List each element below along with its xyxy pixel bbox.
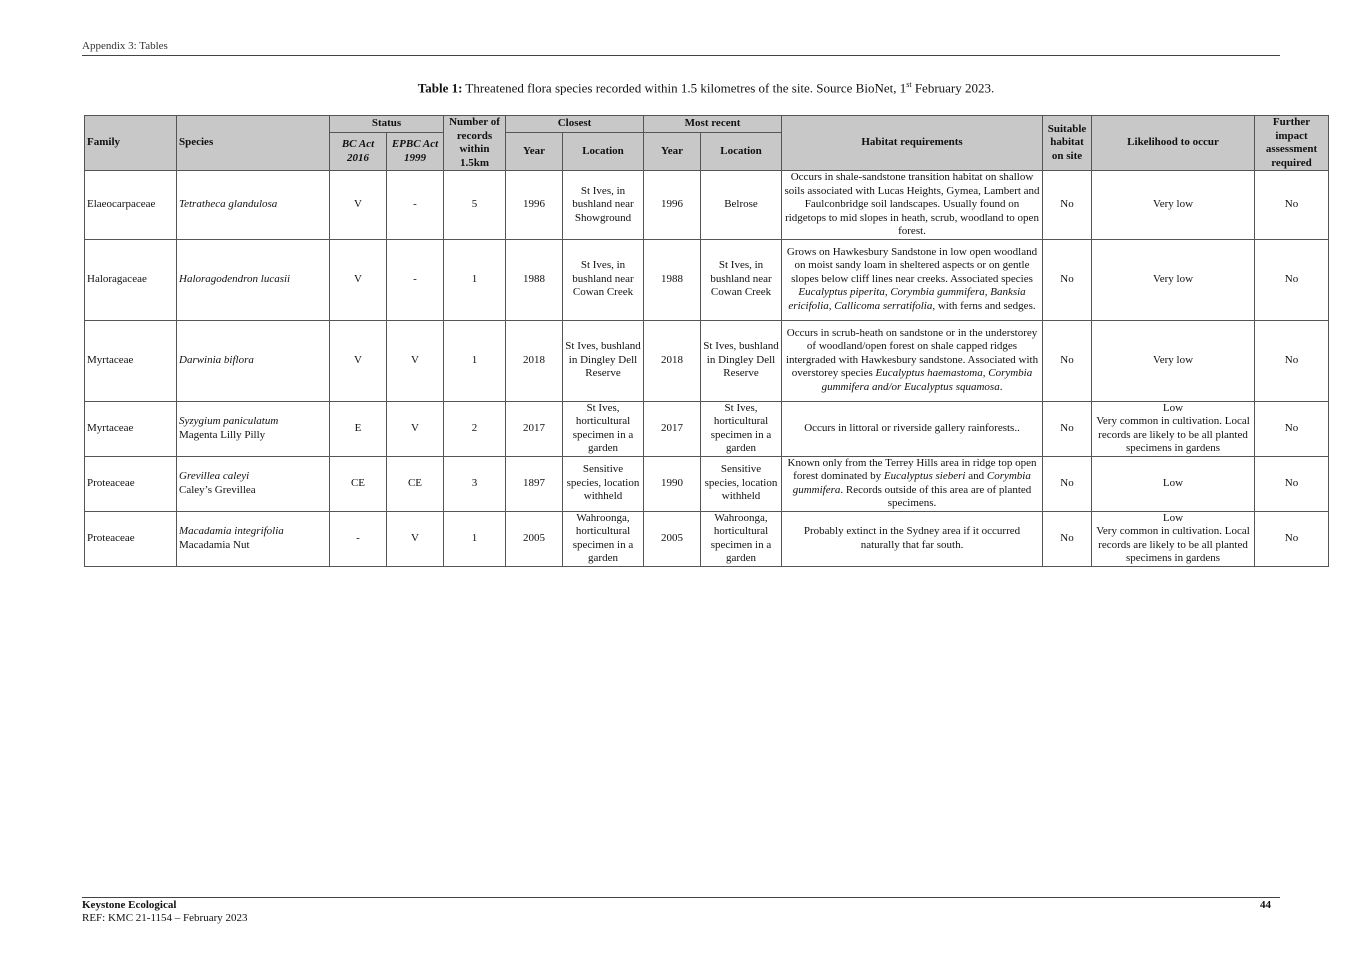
habitat-text-end: . [999,380,1003,393]
cell-habitat [782,320,1043,401]
cell-suitable: No [1043,511,1092,566]
cell-bc-status: V [330,239,387,320]
cell-records: 3 [444,456,506,511]
cell-species: Tetratheca glandulosa [177,171,330,240]
cell-likelihood: Very low [1092,320,1255,401]
table-row [85,401,1329,456]
cell-bc-status: V [330,171,387,240]
cell-records: 2 [444,401,506,456]
header-family: Family [85,116,177,171]
table-row [85,456,1329,511]
cell-species: Haloragodendron lucasii [177,239,330,320]
table-row [85,239,1329,320]
header-species: Species [177,116,330,171]
cell-records: 1 [444,320,506,401]
cell-closest-year: 2017 [506,401,563,456]
habitat-text: Known only from the Terrey Hills area in ridge top open forest dominated by [787,456,1037,482]
cell-family: Myrtaceae [85,401,177,456]
cell-likelihood: Low [1092,456,1255,511]
footer-divider [82,897,1280,898]
cell-recent-year: 1988 [644,239,701,320]
cell-recent-location: St Ives, bushland in Dingley Dell Reserve [701,320,782,401]
cell-closest-year: 1988 [506,239,563,320]
header-most-recent: Most recent [644,116,782,133]
cell-closest-location: St Ives, in bushland near Showground [563,171,644,240]
header-likelihood: Likelihood to occur [1092,116,1255,171]
header-recent-year: Year [644,133,701,171]
cell-recent-year: 1996 [644,171,701,240]
cell-epbc-status: V [387,320,444,401]
cell-suitable: No [1043,320,1092,401]
cell-habitat: Probably extinct in the Sydney area if it occurred naturally that far south. [782,511,1043,566]
cell-bc-status: E [330,401,387,456]
caption-sup: st [906,80,912,89]
caption-text: Threatened flora species recorded within 1.5 kilometres of the site. Source BioNet, 1 [462,80,907,96]
header-recent-location: Location [701,133,782,171]
cell-family: Elaeocarpaceae [85,171,177,240]
cell-family: Proteaceae [85,511,177,566]
page-number: 44 [1260,899,1271,911]
cell-recent-year: 2005 [644,511,701,566]
table-row [85,320,1329,401]
habitat-text-end: , with ferns and sedges. [932,299,1036,312]
cell-habitat [782,239,1043,320]
species-common-name: Caley’s Grevillea [179,483,256,496]
species-scientific-name: Grevillea caleyi [179,470,250,482]
cell-further: No [1255,239,1329,320]
likelihood-note: Very common in cultivation. Local records are likely to be all planted specimens in gardens [1096,415,1250,454]
cell-recent-location: St Ives, horticultural specimen in a garden [701,401,782,456]
header-closest-year: Year [506,133,563,171]
cell-epbc-status: - [387,239,444,320]
table-caption [84,80,1328,96]
cell-habitat [782,456,1043,511]
cell-family: Myrtaceae [85,320,177,401]
header-records: Number of records within 1.5km [444,116,506,171]
cell-epbc-status: V [387,401,444,456]
cell-further: No [1255,320,1329,401]
cell-species [177,401,330,456]
header-bc-act: BC Act 2016 [330,133,387,171]
cell-closest-year: 2018 [506,320,563,401]
header-further: Further impact assessment required [1255,116,1329,171]
cell-recent-location: St Ives, in bushland near Cowan Creek [701,239,782,320]
cell-habitat: Occurs in shale-sandstone transition habitat on shallow soils associated with Lucas Heights, Gymea, Lambert and Faulconbridge soil landscapes. Usually found on ridgetops to mid slopes in heath, scrub, woodland to open forest. [782,171,1043,240]
header-divider [82,55,1280,56]
cell-further: No [1255,511,1329,566]
header-epbc-act: EPBC Act 1999 [387,133,444,171]
footer-reference: REF: KMC 21-1154 – February 2023 [82,912,248,924]
header-status: Status [330,116,444,133]
header-habitat: Habitat requirements [782,116,1043,171]
cell-records: 5 [444,171,506,240]
likelihood-note: Very common in cultivation. Local records are likely to be all planted specimens in gardens [1096,525,1250,564]
cell-bc-status: V [330,320,387,401]
cell-species [177,511,330,566]
cell-recent-year: 1990 [644,456,701,511]
cell-likelihood: Very low [1092,239,1255,320]
cell-family: Haloragaceae [85,239,177,320]
cell-records: 1 [444,511,506,566]
cell-closest-location: St Ives, in bushland near Cowan Creek [563,239,644,320]
cell-recent-year: 2018 [644,320,701,401]
species-scientific-name: Syzygium paniculatum [179,415,279,427]
cell-family: Proteaceae [85,456,177,511]
footer-company: Keystone Ecological [82,899,177,911]
cell-closest-year: 1897 [506,456,563,511]
cell-recent-location: Belrose [701,171,782,240]
habitat-species-italic: Eucalyptus piperita, Corymbia gummifera, Banksia ericifolia, Callicoma serratifolia [788,286,1026,312]
cell-epbc-status: CE [387,456,444,511]
table-row [85,171,1329,240]
page-header: Appendix 3: Tables [82,40,168,52]
cell-suitable: No [1043,456,1092,511]
habitat-species-italic: Eucalyptus sieberi [883,470,966,482]
cell-suitable: No [1043,239,1092,320]
header-closest: Closest [506,116,644,133]
cell-likelihood: Very low [1092,171,1255,240]
cell-closest-location: Sensitive species, location withheld [563,456,644,511]
header-closest-location: Location [563,133,644,171]
cell-closest-location: St Ives, horticultural specimen in a garden [563,401,644,456]
cell-closest-year: 1996 [506,171,563,240]
cell-likelihood [1092,401,1255,456]
habitat-text: Grows on Hawkesbury Sandstone in low open woodland on moist sandy loam in sheltered aspects or on gentle slopes below cliff lines near creeks. Associated species [786,245,1038,285]
habitat-text-mid: and [965,470,987,482]
cell-further: No [1255,401,1329,456]
cell-bc-status: CE [330,456,387,511]
cell-recent-year: 2017 [644,401,701,456]
cell-habitat: Occurs in littoral or riverside gallery rainforests.. [782,401,1043,456]
cell-recent-location: Wahroonga, horticultural specimen in a garden [701,511,782,566]
species-scientific-name: Macadamia integrifolia [179,525,284,537]
species-common-name: Macadamia Nut [179,538,250,551]
habitat-text-end: . Records outside of this area are of planted specimens. [840,483,1032,509]
cell-further: No [1255,456,1329,511]
cell-closest-location: Wahroonga, horticultural specimen in a garden [563,511,644,566]
species-common-name: Magenta Lilly Pilly [179,428,266,441]
habitat-text: Occurs in scrub-heath on sandstone or in the understorey of woodland/open forest on shale capped ridges intergraded with Hawkesbury sandstone. Associated with overstorey species [785,326,1039,380]
likelihood-rating: Low [1162,401,1184,414]
cell-records: 1 [444,239,506,320]
cell-species: Darwinia biflora [177,320,330,401]
cell-suitable: No [1043,171,1092,240]
cell-further: No [1255,171,1329,240]
cell-suitable: No [1043,401,1092,456]
cell-recent-location: Sensitive species, location withheld [701,456,782,511]
cell-closest-location: St Ives, bushland in Dingley Dell Reserve [563,320,644,401]
table-row [85,511,1329,566]
header-suitable: Suitable habitat on site [1043,116,1092,171]
habitat-species-italic: Corymbia gummifera [792,470,1031,496]
cell-epbc-status: - [387,171,444,240]
threatened-flora-table [84,115,1329,567]
cell-epbc-status: V [387,511,444,566]
cell-species [177,456,330,511]
caption-label: Table 1: [417,80,463,96]
cell-closest-year: 2005 [506,511,563,566]
likelihood-rating: Low [1162,511,1184,524]
caption-text-end: February 2023. [911,80,995,96]
habitat-species-italic: Eucalyptus haemastoma, Corymbia gummifera and/or Eucalyptus squamosa [821,367,1033,393]
cell-bc-status: - [330,511,387,566]
cell-likelihood [1092,511,1255,566]
